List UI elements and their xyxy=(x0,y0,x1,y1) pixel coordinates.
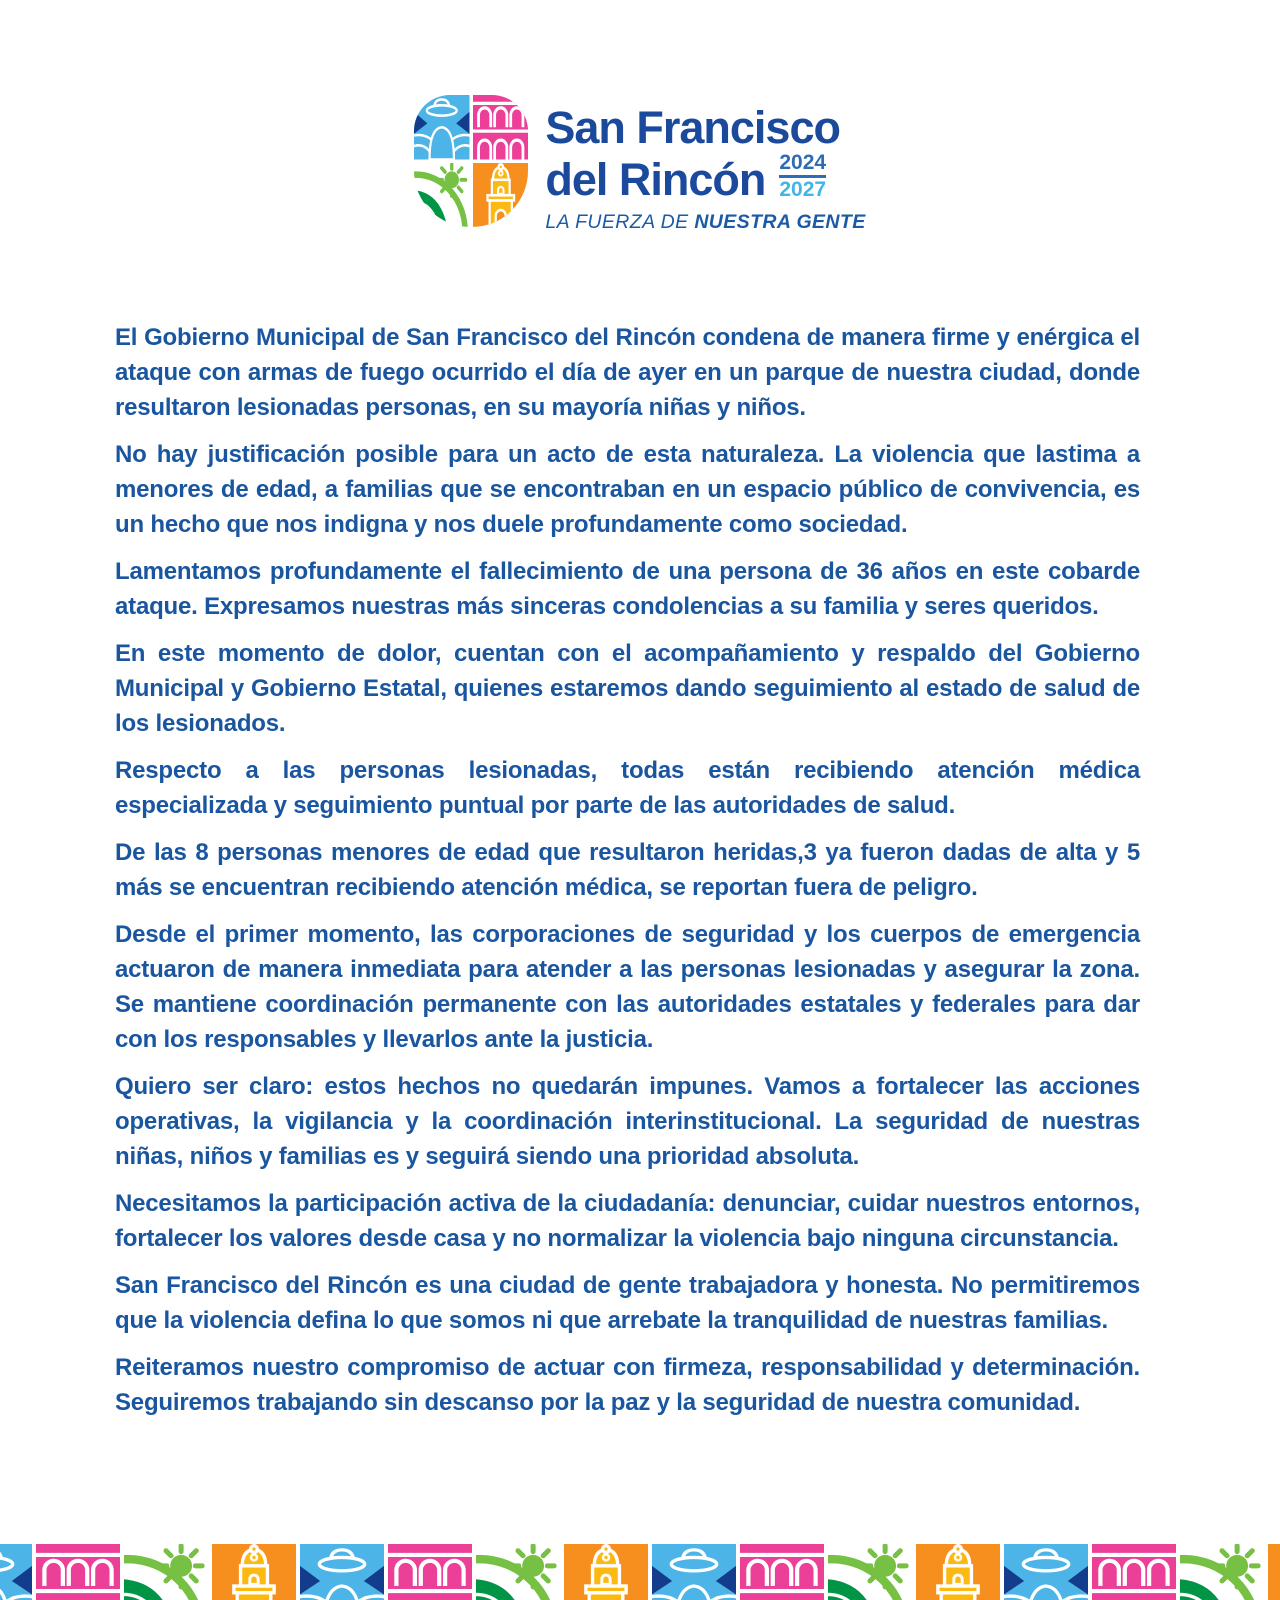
administration-years xyxy=(779,151,826,202)
person-motif-icon xyxy=(1004,1544,1088,1600)
person-motif-icon xyxy=(652,1544,736,1600)
tower-motif-icon xyxy=(916,1544,1000,1600)
tower-motif-icon xyxy=(473,163,529,228)
statement-paragraph-2: No hay justificación posible para un acto de esta naturaleza. La violencia que lastima a menores de edad, a familias que se encontraban en un espacio público de convivencia, es un hecho que nos indigna y nos duele profundamente como sociedad. xyxy=(115,441,1140,538)
year-start: 2024 xyxy=(779,151,826,178)
arches-motif-icon xyxy=(36,1544,120,1600)
sun-motif-icon xyxy=(414,163,470,228)
logo-tagline xyxy=(545,211,865,234)
person-motif-icon xyxy=(0,1544,32,1600)
tower-motif-icon xyxy=(1268,1544,1280,1600)
person-motif-icon xyxy=(414,95,470,160)
tagline-regular: LA FUERZA DE xyxy=(545,211,695,233)
statement-paragraph-4: En este momento de dolor, cuentan con el acompañamiento y respaldo del Gobierno Municipal y Gobierno Estatal, quienes estaremos dando seguimiento al estado de salud de los lesionados. xyxy=(115,640,1140,737)
statement-paragraph-5: Respecto a las personas lesionadas, todas están recibiendo atención médica especializada y seguimiento puntual por parte de las autoridades de salud. xyxy=(115,757,1140,819)
logo-title-line2: del Rincón xyxy=(545,154,766,205)
statement-paragraph-6: De las 8 personas menores de edad que resultaron heridas,3 ya fueron dadas de alta y 5 más se encuentran recibiendo atención médica, se reportan fuera de peligro. xyxy=(115,839,1140,901)
arches-motif-icon xyxy=(388,1544,472,1600)
footer-pattern xyxy=(0,1544,1280,1600)
statement-body xyxy=(115,320,1140,1420)
arches-motif-icon xyxy=(1092,1544,1176,1600)
statement-paragraph-7: Desde el primer momento, las corporaciones de seguridad y los cuerpos de emergencia actuaron de manera inmediata para atender a las personas lesionadas y asegurar la zona. Se mantiene coordinación permanente con las autoridades estatales y federales para dar con los responsables y llevarlos ante la justicia. xyxy=(115,921,1140,1053)
tower-motif-icon xyxy=(564,1544,648,1600)
person-motif-icon xyxy=(300,1544,384,1600)
tagline-bold: NUESTRA GENTE xyxy=(694,211,866,233)
logo-title-line1: San Francisco xyxy=(545,102,840,153)
municipal-crest-icon xyxy=(414,95,528,227)
statement-paragraph-9: Necesitamos la participación activa de la ciudadanía: denunciar, cuidar nuestros entornos, fortalecer los valores desde casa y no normalizar la violencia bajo ninguna circunstancia. xyxy=(115,1190,1140,1252)
municipal-logo xyxy=(0,0,1280,234)
sun-motif-icon xyxy=(1180,1544,1264,1600)
statement-paragraph-10: San Francisco del Rincón es una ciudad de gente trabajadora y honesta. No permitiremos que la violencia defina lo que somos ni que arrebate la tranquilidad de nuestras familias. xyxy=(115,1272,1140,1334)
statement-paragraph-3: Lamentamos profundamente el fallecimiento de una persona de 36 años en este cobarde ataque. Expresamos nuestras más sinceras condolencias a su familia y seres queridos. xyxy=(115,558,1140,620)
arches-motif-icon xyxy=(740,1544,824,1600)
sun-motif-icon xyxy=(124,1544,208,1600)
arches-motif-icon xyxy=(473,95,529,160)
statement-paragraph-1: El Gobierno Municipal de San Francisco del Rincón condena de manera firme y enérgica el ataque con armas de fuego ocurrido el día de ayer en un parque de nuestra ciudad, donde resultaron lesionadas personas, en su mayoría niñas y niños. xyxy=(115,324,1140,421)
tower-motif-icon xyxy=(212,1544,296,1600)
sun-motif-icon xyxy=(476,1544,560,1600)
logo-wordmark xyxy=(545,104,865,234)
sun-motif-icon xyxy=(828,1544,912,1600)
statement-paragraph-11: Reiteramos nuestro compromiso de actuar con firmeza, responsabilidad y determinación. Seguiremos trabajando sin descanso por la paz y la seguridad de nuestra comunidad. xyxy=(115,1354,1140,1416)
year-end: 2027 xyxy=(779,178,827,201)
statement-paragraph-8: Quiero ser claro: estos hechos no quedarán impunes. Vamos a fortalecer las acciones operativas, la vigilancia y la coordinación interinstitucional. La seguridad de nuestras niñas, niños y familias es y seguirá siendo una prioridad absoluta. xyxy=(115,1073,1140,1170)
